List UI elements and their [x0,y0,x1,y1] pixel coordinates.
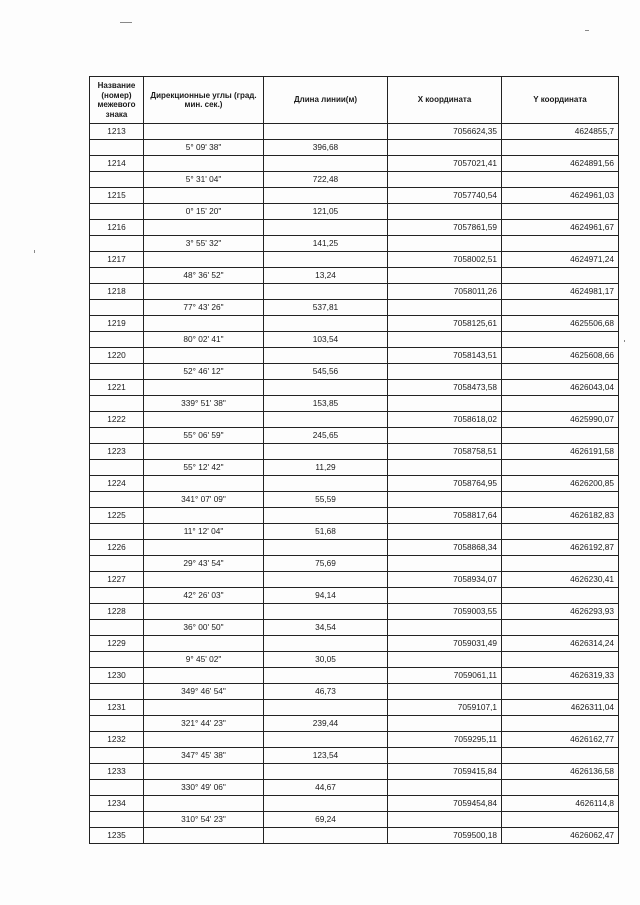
cell-angle [144,444,264,460]
cell-sign [90,556,144,572]
cell-length: 141,25 [264,236,388,252]
cell-sign: 1231 [90,700,144,716]
cell-x: 7058868,34 [388,540,502,556]
cell-angle [144,572,264,588]
cell-length [264,476,388,492]
cell-y [502,556,619,572]
cell-y [502,428,619,444]
cell-x [388,684,502,700]
cell-y [502,204,619,220]
cell-sign [90,236,144,252]
cell-angle: 11° 12' 04" [144,524,264,540]
cell-angle [144,700,264,716]
cell-y: 4625990,07 [502,412,619,428]
cell-sign: 1227 [90,572,144,588]
cell-length: 34,54 [264,620,388,636]
cell-sign: 1218 [90,284,144,300]
cell-x: 7059500,18 [388,828,502,844]
table-row [90,748,619,764]
cell-sign [90,364,144,380]
cell-x [388,716,502,732]
cell-angle: 5° 09' 38" [144,140,264,156]
cell-sign: 1234 [90,796,144,812]
cell-angle: 9° 45' 02" [144,652,264,668]
table-header-row [90,77,619,124]
cell-angle: 55° 06' 59" [144,428,264,444]
cell-x: 7058011,26 [388,284,502,300]
table-row [90,476,619,492]
cell-sign [90,396,144,412]
cell-angle [144,316,264,332]
cell-length: 69,24 [264,812,388,828]
cell-y: 4624855,7 [502,124,619,140]
cell-x: 7058758,51 [388,444,502,460]
cell-length [264,252,388,268]
cell-angle [144,796,264,812]
cell-y: 4624891,56 [502,156,619,172]
cell-angle: 321° 44' 23" [144,716,264,732]
cell-y [502,812,619,828]
cell-x: 7058473,58 [388,380,502,396]
cell-length [264,348,388,364]
cell-angle: 77° 43' 26" [144,300,264,316]
cell-x [388,460,502,476]
cell-y [502,332,619,348]
cell-length: 121,05 [264,204,388,220]
cell-x: 7059295,11 [388,732,502,748]
cell-sign: 1228 [90,604,144,620]
cell-angle [144,380,264,396]
cell-y [502,172,619,188]
cell-length: 55,59 [264,492,388,508]
cell-angle [144,604,264,620]
cell-y: 4626192,87 [502,540,619,556]
cell-y: 4624981,17 [502,284,619,300]
table-row [90,668,619,684]
cell-sign: 1217 [90,252,144,268]
cell-x [388,332,502,348]
table-row [90,156,619,172]
table-row [90,604,619,620]
table-row [90,284,619,300]
cell-y [502,268,619,284]
table-row [90,540,619,556]
cell-angle [144,252,264,268]
cell-sign [90,812,144,828]
cell-y: 4626162,77 [502,732,619,748]
table-row [90,300,619,316]
cell-y [502,684,619,700]
cell-length [264,412,388,428]
table-row [90,780,619,796]
cell-x [388,812,502,828]
cell-angle: 80° 02' 41" [144,332,264,348]
cell-length [264,220,388,236]
cell-y: 4626319,33 [502,668,619,684]
cell-y: 4626230,41 [502,572,619,588]
table-row [90,492,619,508]
table-row [90,268,619,284]
cell-length [264,796,388,812]
cell-x: 7059454,84 [388,796,502,812]
cell-x [388,748,502,764]
cell-x: 7059107,1 [388,700,502,716]
cell-sign: 1219 [90,316,144,332]
cell-angle: 3° 55' 32" [144,236,264,252]
cell-x [388,588,502,604]
scan-speck [120,22,132,23]
cell-y: 4626062,47 [502,828,619,844]
cell-x [388,364,502,380]
cell-angle [144,668,264,684]
cell-length: 103,54 [264,332,388,348]
cell-length [264,668,388,684]
cell-angle [144,828,264,844]
cell-sign: 1221 [90,380,144,396]
cell-x [388,268,502,284]
header-y: Y координата [502,77,619,124]
table-row [90,732,619,748]
cell-sign: 1213 [90,124,144,140]
cell-angle [144,508,264,524]
table-body [90,124,619,844]
cell-angle: 36° 00' 50" [144,620,264,636]
cell-y: 4626182,83 [502,508,619,524]
table-row [90,220,619,236]
table-row [90,556,619,572]
cell-x: 7058618,02 [388,412,502,428]
cell-sign: 1225 [90,508,144,524]
cell-length [264,732,388,748]
cell-x [388,780,502,796]
cell-y [502,140,619,156]
table-row [90,172,619,188]
table-row [90,684,619,700]
cell-sign: 1226 [90,540,144,556]
cell-y [502,588,619,604]
cell-y [502,236,619,252]
cell-angle [144,220,264,236]
cell-y [502,300,619,316]
cell-angle: 310° 54' 23" [144,812,264,828]
cell-angle [144,540,264,556]
cell-x [388,300,502,316]
cell-length [264,444,388,460]
cell-sign: 1229 [90,636,144,652]
cell-x: 7057740,54 [388,188,502,204]
cell-sign: 1220 [90,348,144,364]
table-row [90,316,619,332]
cell-y: 4626200,85 [502,476,619,492]
cell-sign: 1222 [90,412,144,428]
header-length: Длина линии(м) [264,77,388,124]
table-row [90,252,619,268]
cell-x: 7058002,51 [388,252,502,268]
table-row [90,620,619,636]
boundary-coordinates-table [89,76,619,844]
cell-length [264,284,388,300]
cell-sign [90,780,144,796]
cell-angle: 48° 36' 52" [144,268,264,284]
cell-x [388,652,502,668]
cell-sign [90,300,144,316]
table-row [90,188,619,204]
cell-sign: 1233 [90,764,144,780]
cell-x: 7058143,51 [388,348,502,364]
cell-length [264,540,388,556]
cell-angle [144,476,264,492]
table-row [90,796,619,812]
table-row [90,428,619,444]
cell-length [264,380,388,396]
table-row [90,332,619,348]
cell-length [264,188,388,204]
cell-x [388,620,502,636]
cell-y: 4626191,58 [502,444,619,460]
cell-length [264,156,388,172]
cell-length [264,572,388,588]
cell-x: 7058764,95 [388,476,502,492]
cell-length [264,316,388,332]
cell-length: 44,67 [264,780,388,796]
cell-angle [144,284,264,300]
cell-sign: 1230 [90,668,144,684]
cell-sign [90,332,144,348]
cell-sign [90,748,144,764]
cell-x: 7059061,11 [388,668,502,684]
cell-x [388,524,502,540]
cell-length: 123,54 [264,748,388,764]
cell-angle: 5° 31' 04" [144,172,264,188]
table-row [90,572,619,588]
cell-angle [144,188,264,204]
cell-sign: 1232 [90,732,144,748]
cell-sign: 1224 [90,476,144,492]
table-row [90,812,619,828]
cell-y [502,620,619,636]
scan-speck [585,30,589,31]
cell-angle [144,636,264,652]
cell-length [264,700,388,716]
cell-sign: 1215 [90,188,144,204]
cell-length: 30,05 [264,652,388,668]
cell-y: 4626043,04 [502,380,619,396]
table-row [90,636,619,652]
table-row [90,652,619,668]
cell-angle: 339° 51' 38" [144,396,264,412]
cell-x [388,172,502,188]
cell-sign [90,716,144,732]
table-row [90,700,619,716]
cell-x: 7059031,49 [388,636,502,652]
cell-y: 4625608,66 [502,348,619,364]
cell-angle [144,764,264,780]
cell-sign [90,652,144,668]
table-row [90,348,619,364]
cell-y: 4626136,58 [502,764,619,780]
cell-angle: 29° 43' 54" [144,556,264,572]
cell-length [264,636,388,652]
table-row [90,764,619,780]
cell-sign [90,524,144,540]
cell-length: 153,85 [264,396,388,412]
table-row [90,412,619,428]
table-row [90,140,619,156]
cell-sign [90,140,144,156]
cell-sign [90,428,144,444]
cell-angle: 52° 46' 12" [144,364,264,380]
cell-x: 7059003,55 [388,604,502,620]
cell-angle: 341° 07' 09" [144,492,264,508]
cell-y [502,652,619,668]
cell-length [264,124,388,140]
cell-angle: 55° 12' 42" [144,460,264,476]
cell-x: 7057861,59 [388,220,502,236]
cell-y [502,364,619,380]
table-row [90,716,619,732]
cell-y: 4626311,04 [502,700,619,716]
header-sign: Название (номер) межевого знака [90,77,144,124]
table-row [90,204,619,220]
table-row [90,508,619,524]
cell-sign [90,460,144,476]
table-row [90,236,619,252]
table-row [90,380,619,396]
table-row [90,396,619,412]
cell-y: 4625506,68 [502,316,619,332]
cell-x [388,556,502,572]
table-row [90,524,619,540]
cell-length: 75,69 [264,556,388,572]
cell-x [388,428,502,444]
cell-sign [90,268,144,284]
cell-length: 722,48 [264,172,388,188]
cell-sign [90,172,144,188]
cell-length: 46,73 [264,684,388,700]
cell-y [502,396,619,412]
cell-angle [144,732,264,748]
cell-y: 4626114,8 [502,796,619,812]
table-row [90,364,619,380]
cell-length: 239,44 [264,716,388,732]
cell-x [388,140,502,156]
cell-angle [144,348,264,364]
cell-sign [90,204,144,220]
table-row [90,124,619,140]
cell-y: 4624961,03 [502,188,619,204]
cell-y [502,780,619,796]
cell-length: 51,68 [264,524,388,540]
scan-speck [624,340,625,342]
cell-x: 7058934,07 [388,572,502,588]
table-row [90,588,619,604]
cell-angle: 330° 49' 06" [144,780,264,796]
cell-x [388,396,502,412]
cell-sign [90,588,144,604]
cell-length: 245,65 [264,428,388,444]
cell-length: 537,81 [264,300,388,316]
cell-sign: 1216 [90,220,144,236]
cell-length [264,508,388,524]
cell-angle: 349° 46' 54" [144,684,264,700]
cell-y: 4626293,93 [502,604,619,620]
cell-sign: 1235 [90,828,144,844]
cell-y [502,460,619,476]
cell-length [264,604,388,620]
cell-angle [144,124,264,140]
cell-length: 94,14 [264,588,388,604]
cell-length [264,764,388,780]
cell-x: 7058125,61 [388,316,502,332]
cell-sign [90,684,144,700]
cell-x: 7056624,35 [388,124,502,140]
cell-x: 7057021,41 [388,156,502,172]
cell-y [502,524,619,540]
cell-x [388,204,502,220]
cell-angle: 347° 45' 38" [144,748,264,764]
table-row [90,460,619,476]
header-x: X координата [388,77,502,124]
cell-length: 396,68 [264,140,388,156]
cell-x: 7059415,84 [388,764,502,780]
scan-speck [34,250,35,253]
header-angle: Дирекционные углы (град. мин. сек.) [144,77,264,124]
table-row [90,444,619,460]
cell-angle [144,156,264,172]
cell-y: 4624971,24 [502,252,619,268]
cell-angle: 42° 26' 03" [144,588,264,604]
cell-sign: 1214 [90,156,144,172]
cell-sign [90,620,144,636]
cell-y [502,748,619,764]
cell-x: 7058817,64 [388,508,502,524]
cell-angle: 0° 15' 20" [144,204,264,220]
cell-y: 4626314,24 [502,636,619,652]
cell-x [388,492,502,508]
cell-sign [90,492,144,508]
cell-sign: 1223 [90,444,144,460]
cell-length: 11,29 [264,460,388,476]
cell-y: 4624961,67 [502,220,619,236]
cell-length: 545,56 [264,364,388,380]
cell-y [502,716,619,732]
cell-angle [144,412,264,428]
cell-x [388,236,502,252]
cell-length [264,828,388,844]
cell-y [502,492,619,508]
table-row [90,828,619,844]
cell-length: 13,24 [264,268,388,284]
